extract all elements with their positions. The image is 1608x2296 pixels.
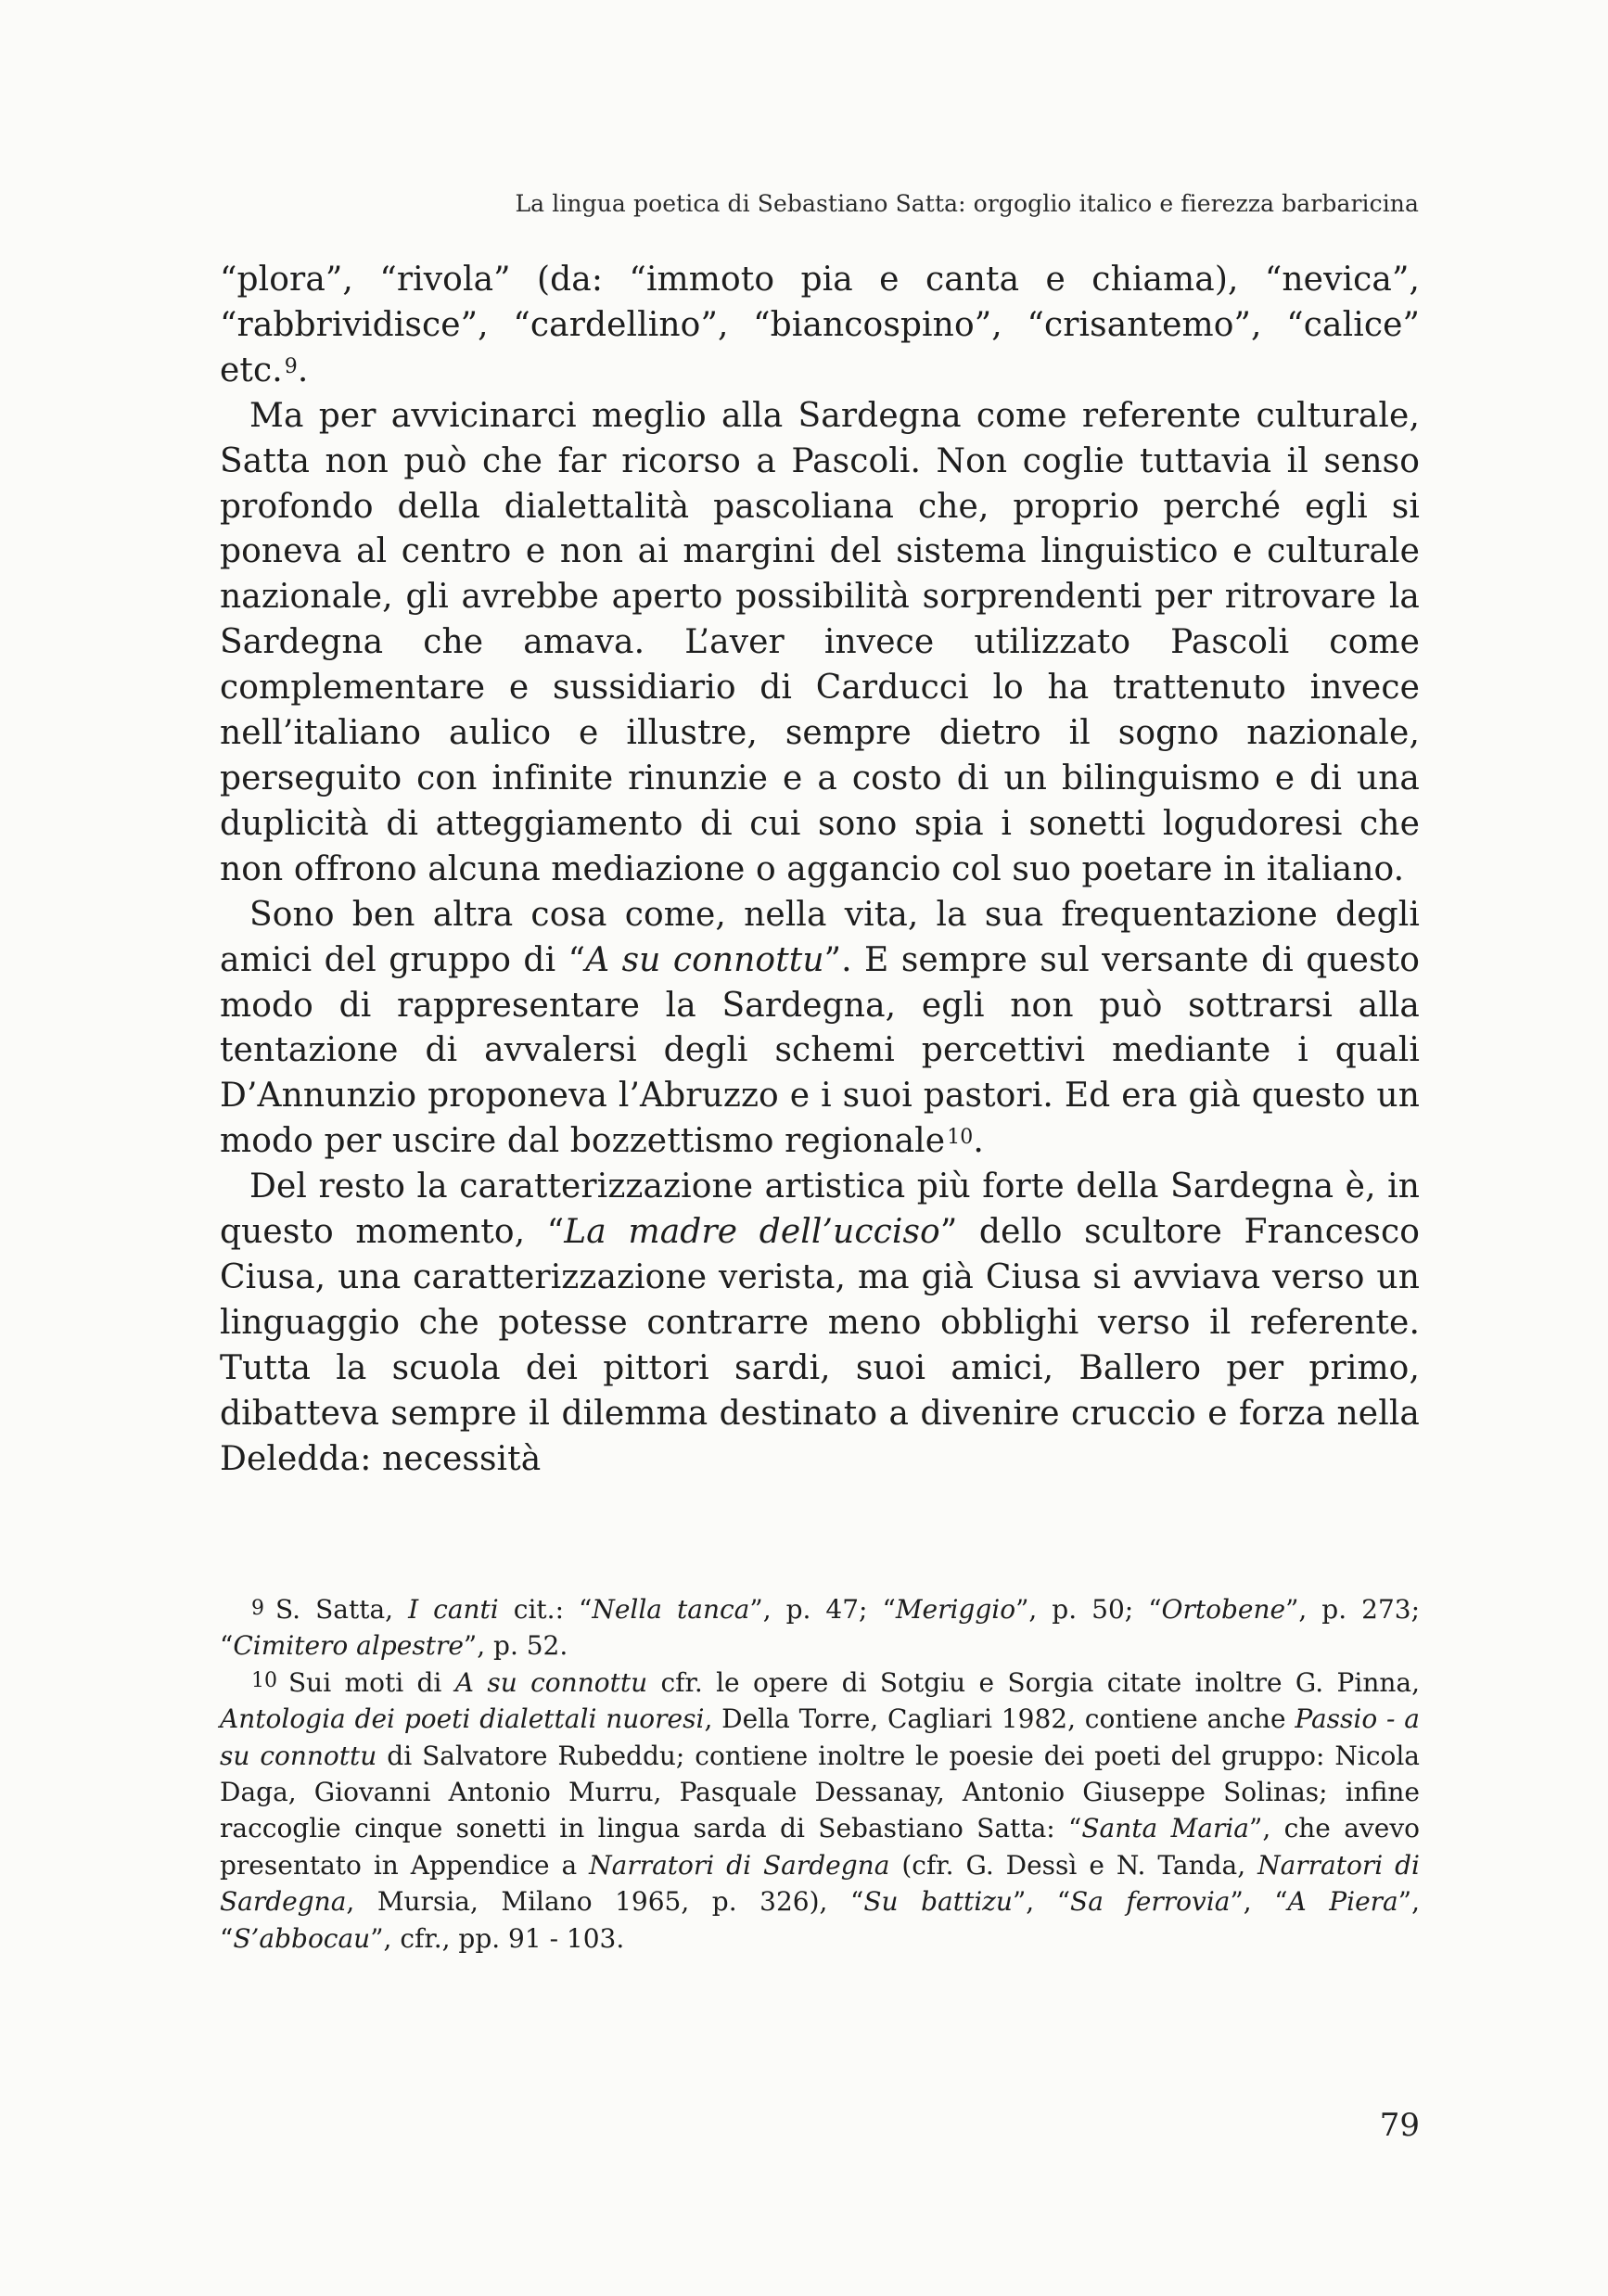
fn10-i10: S’abbocau [233, 1922, 371, 1954]
paragraph-3 [220, 893, 1420, 1165]
fn9-i1: I canti [408, 1594, 499, 1625]
paragraph-1 [220, 258, 1420, 394]
fn10-t5: ”, che avevo presentato in Appendice a [220, 1813, 1420, 1881]
footnotes [220, 1591, 1420, 1957]
paragraph-3-tail: . [973, 1122, 984, 1161]
fn9-i3: Meriggio [895, 1594, 1016, 1625]
fn9-t3: ”, p. 47; “ [749, 1594, 896, 1625]
paragraph-4 [220, 1165, 1420, 1482]
fn10-i5: Narratori di Sardegna [589, 1849, 890, 1881]
fn10-i6: Narratori di Sardegna [220, 1849, 1420, 1918]
fn9-i2: Nella tanca [592, 1594, 750, 1625]
fn9-t4: ”, p. 50; “ [1015, 1594, 1162, 1625]
fn10-t9: ”, “ [1230, 1886, 1288, 1918]
paragraph-1-tail: . [297, 351, 309, 389]
paragraph-1-text: “plora”, “rivola” (da: “immoto pia e canta e chiama), “nevica”, “rabbrividisce”, “cardellino”, “biancospino”, “crisantemo”, “calice” etc. [220, 261, 1420, 389]
fn10-t6: (cfr. G. Dessì e N. Tanda, [889, 1849, 1258, 1881]
paragraph-3-text-b: ”. E sempre sul versante di questo modo di rappresentare la Sardegna, egli non può sottrarsi alla tentazione di avvalersi degli schemi percettivi mediante i quali D’Annunzio proponeva l’Abruzzo e i suoi pastori. Ed era già questo un modo per uscire dal bozzettismo regionale [220, 940, 1420, 1161]
fn9-i5: Cimitero alpestre [233, 1630, 464, 1662]
paragraph-4-italic: La madre dell’ucciso [564, 1213, 940, 1252]
fn10-i2: Antologia dei poeti dialettali nuoresi [220, 1703, 705, 1735]
fn10-t11: ”, cfr., pp. 91 - 103. [370, 1922, 625, 1954]
paragraph-4-text-b: ” dello scultore Francesco Ciusa, una caratterizzazione verista, ma già Ciusa si avviava verso un linguaggio che potesse contrarre meno obblighi verso il referente. Tutta la scuola dei pittori sardi, suoi amici, Ballero per primo, dibatteva sempre il dilemma destinato a divenire cruccio e forza nella Deledda: necessità [220, 1213, 1420, 1478]
fn10-i9: A Piera [1287, 1886, 1398, 1918]
paragraph-3-text-a: Sono ben altra cosa come, nella vita, la sua frequentazione degli amici del gruppo di “ [220, 895, 1420, 979]
footnote-ref-9[interactable]: 9 [284, 354, 298, 378]
fn10-i8: Sa ferrovia [1070, 1886, 1231, 1918]
footnote-10-number: 10 [251, 1669, 277, 1693]
footnote-9 [220, 1591, 1420, 1665]
fn10-t7: , Mursia, Milano 1965, p. 326), “ [346, 1886, 864, 1918]
fn9-t2: cit.: “ [498, 1594, 593, 1625]
fn10-i1: A su connottu [454, 1666, 648, 1698]
fn9-t6: ”, p. 52. [463, 1630, 568, 1662]
footnote-10 [220, 1665, 1420, 1957]
fn10-i7: Su battizu [863, 1886, 1013, 1918]
page-number: 79 [1379, 2107, 1420, 2144]
footnote-9-number: 9 [251, 1596, 264, 1620]
fn10-t10: ”, “ [220, 1886, 1420, 1954]
main-text [220, 258, 1420, 1482]
paragraph-2: Ma per avvicinarci meglio alla Sardegna come referente culturale, Satta non può che far ricorso a Pascoli. Non coglie tuttavia il senso profondo della dialettalità pascoliana che, proprio perché egli si poneva al centro e non ai margini del sistema linguistico e culturale nazionale, gli avrebbe aperto possibilità sorprendenti per ritrovare la Sardegna che amava. L’aver invece utilizzato Pascoli come complementare e sussidiario di Carducci lo ha trattenuto invece nell’italiano aulico e illustre, sempre dietro il sogno nazionale, perseguito con infinite rinunzie e a costo di un bilinguismo e di una duplicità di atteggiamento di cui sono spia i sonetti logudoresi che non offrono alcuna mediazione o aggancio col suo poetare in italiano. [220, 396, 1420, 888]
fn10-t4: di Salvatore Rubeddu; contiene inoltre le poesie dei poeti del gruppo: Nicola Daga, Giovanni Antonio Murru, Pasquale Dessanay, Antonio Giuseppe Solinas; infine raccoglie cinque sonetti in lingua sarda di Sebastiano Satta: “ [220, 1740, 1421, 1844]
fn10-t2: cfr. le opere di Sotgiu e Sorgia citate inoltre G. Pinna, [647, 1666, 1420, 1698]
fn10-i4: Santa Maria [1081, 1813, 1249, 1844]
fn10-t8: ”, “ [1012, 1886, 1071, 1918]
fn10-t1: Sui moti di [288, 1666, 455, 1698]
fn9-t1: S. Satta, [275, 1594, 409, 1625]
footnote-ref-10[interactable]: 10 [947, 1126, 974, 1150]
fn9-i4: Ortobene [1161, 1594, 1286, 1625]
fn10-i3: Passio - a su connottu [220, 1703, 1421, 1771]
fn9-t5: ”, p. 273; “ [220, 1594, 1421, 1662]
running-header: La lingua poetica di Sebastiano Satta: orgoglio italico e fierezza barbaricina [515, 190, 1419, 217]
paragraph-4-text-a: Del resto la caratterizzazione artistica più forte della Sardegna è, in questo momento, “ [220, 1167, 1420, 1252]
paragraph-3-italic: A su connottu [585, 940, 824, 979]
fn10-t3: , Della Torre, Cagliari 1982, contiene anche [704, 1703, 1295, 1735]
